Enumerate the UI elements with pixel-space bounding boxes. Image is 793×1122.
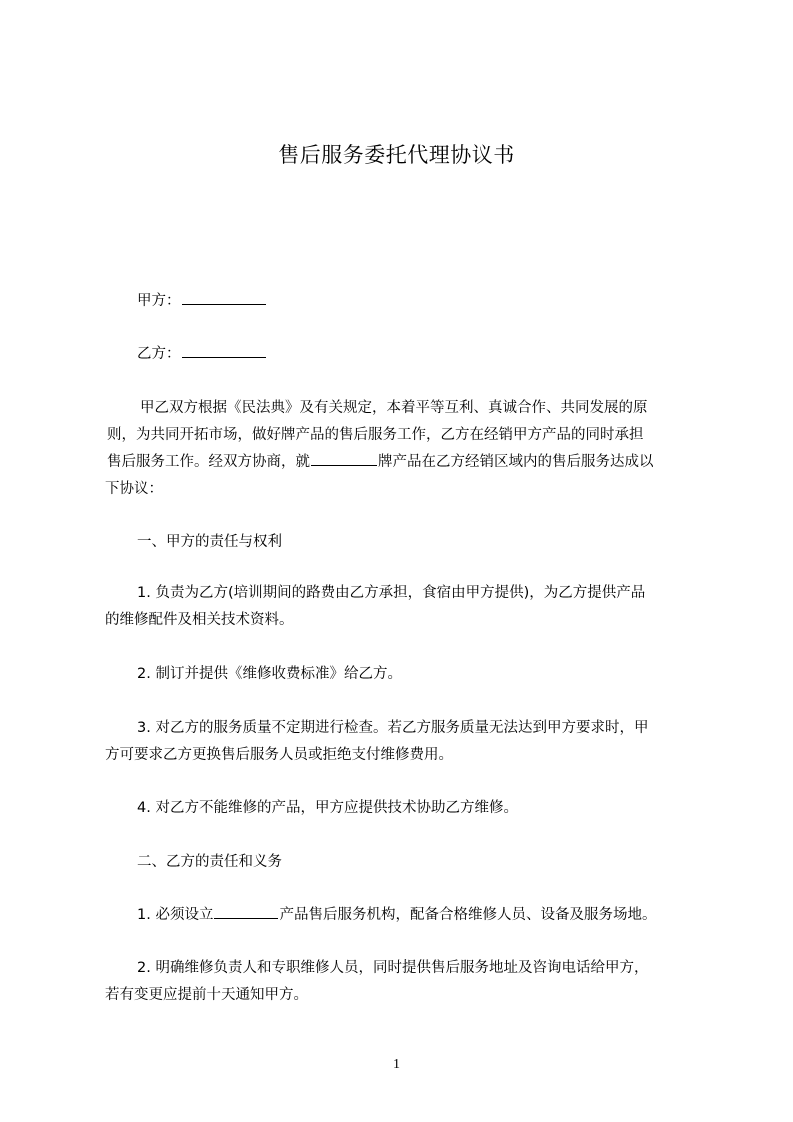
party-a-line <box>137 288 733 314</box>
intro-line-3 <box>107 449 703 475</box>
section-2-item-1-end: 产品售后服务机构，配备合格维修人员、设备及服务场地。 <box>279 907 657 923</box>
section-1-item-3-line-2: 方可要求乙方更换售后服务人员或拒绝支付维修费用。 <box>105 747 453 763</box>
party-a-blank <box>182 288 266 305</box>
party-b-label: 乙方： <box>137 346 181 362</box>
section-1-item-2: 2. 制订并提供《维修收费标准》给乙方。 <box>137 666 402 682</box>
section-1-item-1-line-1: 1. 负责为乙方(培训期间的路费由乙方承担，食宿由甲方提供)，为乙方提供产品 <box>137 585 646 601</box>
intro-line-3-start: 售后服务工作。经双方协商，就 <box>107 454 310 470</box>
document-title: 售后服务委托代理协议书 <box>278 143 515 167</box>
party-b-blank <box>182 341 266 358</box>
intro-line-3-end: 牌产品在乙方经销区域内的售后服务达成以 <box>378 454 654 470</box>
section-2-item-2-line-1: 2. 明确维修负责人和专职维修人员，同时提供售后服务地址及咨询电话给甲方， <box>137 960 649 976</box>
section-1-item-1-line-2: 的维修配件及相关技术资料。 <box>105 612 294 628</box>
section-2-item-2-line-2: 若有变更应提前十天通知甲方。 <box>105 987 308 1003</box>
brand-blank <box>311 449 377 466</box>
intro-line-2: 则，为共同开拓市场，做好牌产品的售后服务工作，乙方在经销甲方产品的同时承担 <box>107 427 644 443</box>
section-1-item-4: 4. 对乙方不能维修的产品，甲方应提供技术协助乙方维修。 <box>137 800 518 816</box>
party-b-line <box>137 341 733 367</box>
page-number: 1 <box>393 1057 400 1072</box>
section-2-item-1 <box>137 902 733 928</box>
party-a-label: 甲方： <box>137 293 181 309</box>
intro-line-1: 甲乙双方根据《民法典》及有关规定，本着平等互利、真诚合作、共同发展的原 <box>140 400 648 416</box>
product-blank <box>214 902 278 919</box>
section-1-item-3-line-1: 3. 对乙方的服务质量不定期进行检查。若乙方服务质量无法达到甲方要求时，甲 <box>137 720 649 736</box>
section-2-item-1-start: 1. 必须设立 <box>137 907 214 923</box>
section-2-heading: 二、乙方的责任和义务 <box>137 854 282 870</box>
intro-line-4: 下协议： <box>105 481 163 497</box>
section-1-heading: 一、甲方的责任与权利 <box>137 534 282 550</box>
